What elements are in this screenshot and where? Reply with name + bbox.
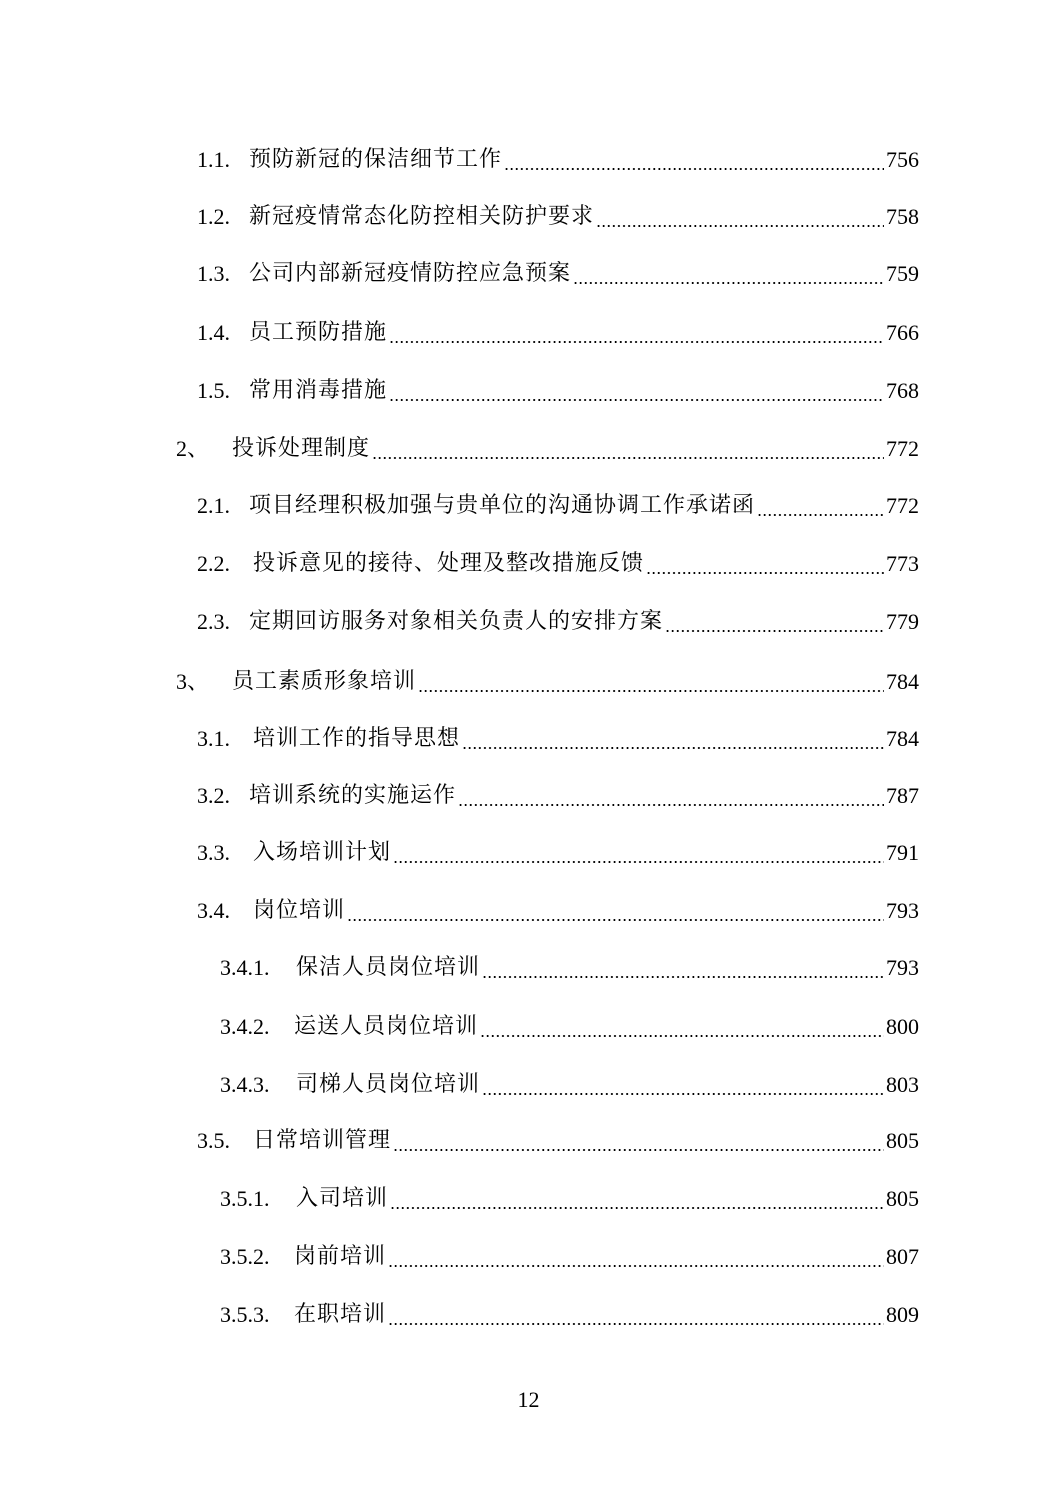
toc-entry-page: 807 <box>886 1244 919 1269</box>
toc-entry-2-3[interactable] <box>197 602 919 642</box>
toc-entry-page: 773 <box>886 551 919 576</box>
toc-entry-title: 在职培训 <box>294 1302 387 1327</box>
toc-entry-2-1[interactable] <box>197 486 919 526</box>
toc-entry-number: 3.5.1. <box>220 1186 270 1211</box>
toc-entry-1-4[interactable] <box>197 313 919 353</box>
toc-entry-page: 793 <box>886 955 919 980</box>
toc-dot-leader <box>372 429 884 469</box>
toc-dot-leader <box>388 1237 884 1277</box>
toc-entry-title: 入司培训 <box>296 1186 389 1211</box>
toc-dot-leader <box>347 891 884 931</box>
toc-dot-leader <box>390 1179 884 1219</box>
toc-entry-title: 定期回访服务对象相关负责人的安排方案 <box>249 609 664 634</box>
toc-entry-page: 779 <box>886 609 919 634</box>
toc-dot-leader <box>596 197 884 237</box>
toc-entry-3-4[interactable] <box>197 891 919 931</box>
toc-entry-title: 公司内部新冠疫情防控应急预案 <box>249 261 572 286</box>
toc-entry-3-4-1[interactable] <box>220 948 919 988</box>
toc-entry-page: 756 <box>886 147 919 172</box>
toc-entry-title: 新冠疫情常态化防控相关防护要求 <box>249 204 595 229</box>
toc-entry-title: 入场培训计划 <box>253 840 392 865</box>
toc-entry-1-1[interactable] <box>197 140 919 180</box>
toc-dot-leader <box>418 662 884 702</box>
toc-entry-3-4-2[interactable] <box>220 1007 919 1047</box>
toc-entry-title: 司梯人员岗位培训 <box>296 1072 481 1097</box>
toc-entry-title: 投诉意见的接待、处理及整改措施反馈 <box>253 551 645 576</box>
toc-entry-title: 预防新冠的保洁细节工作 <box>249 147 503 172</box>
toc-entry-page: 805 <box>886 1128 919 1153</box>
toc-dot-leader <box>482 948 884 988</box>
toc-entry-3-4-3[interactable] <box>220 1065 919 1105</box>
toc-entry-1-2[interactable] <box>197 197 919 237</box>
toc-entry-3[interactable] <box>176 662 919 702</box>
toc-entry-number: 3.4.1. <box>220 955 270 980</box>
toc-dot-leader <box>482 1065 884 1105</box>
toc-entry-title: 保洁人员岗位培训 <box>296 955 481 980</box>
toc-dot-leader <box>573 254 884 294</box>
toc-entry-page: 805 <box>886 1186 919 1211</box>
toc-entry-2[interactable] <box>176 429 919 469</box>
toc-entry-number: 3.4. <box>197 898 230 923</box>
toc-dot-leader <box>389 371 884 411</box>
toc-entry-number: 3.4.2. <box>220 1014 270 1039</box>
toc-entry-number: 3.5. <box>197 1128 230 1153</box>
toc-entry-3-5-3[interactable] <box>220 1295 919 1335</box>
toc-entry-page: 772 <box>886 493 919 518</box>
toc-entry-number: 3.4.3. <box>220 1072 270 1097</box>
toc-entry-1-3[interactable] <box>197 254 919 294</box>
toc-entry-2-2[interactable] <box>197 544 919 584</box>
toc-entry-3-3[interactable] <box>197 833 919 873</box>
toc-entry-title: 培训工作的指导思想 <box>253 726 461 751</box>
toc-entry-title: 岗位培训 <box>253 898 346 923</box>
toc-dot-leader <box>393 1121 884 1161</box>
toc-entry-1-5[interactable] <box>197 371 919 411</box>
toc-entry-number: 2.3. <box>197 609 230 634</box>
toc-entry-page: 768 <box>886 378 919 403</box>
toc-entry-number: 3.5.2. <box>220 1244 270 1269</box>
toc-entry-number: 2、 <box>176 436 210 461</box>
toc-entry-number: 1.1. <box>197 147 230 172</box>
toc-entry-number: 3、 <box>176 669 210 694</box>
toc-entry-number: 1.4. <box>197 320 230 345</box>
toc-entry-number: 1.2. <box>197 204 230 229</box>
toc-dot-leader <box>458 776 884 816</box>
toc-entry-title: 员工预防措施 <box>249 320 388 345</box>
toc-dot-leader <box>388 1295 884 1335</box>
toc-entry-title: 员工素质形象培训 <box>232 669 417 694</box>
toc-dot-leader <box>665 602 884 642</box>
toc-entry-page: 758 <box>886 204 919 229</box>
toc-entry-3-2[interactable] <box>197 776 919 816</box>
toc-entry-number: 2.1. <box>197 493 230 518</box>
toc-entry-page: 759 <box>886 261 919 286</box>
toc-entry-number: 3.1. <box>197 726 230 751</box>
toc-entry-title: 培训系统的实施运作 <box>249 783 457 808</box>
toc-entry-page: 793 <box>886 898 919 923</box>
toc-entry-page: 809 <box>886 1302 919 1327</box>
toc-entry-number: 1.5. <box>197 378 230 403</box>
toc-entry-page: 803 <box>886 1072 919 1097</box>
toc-entry-number: 3.3. <box>197 840 230 865</box>
toc-entry-3-5-1[interactable] <box>220 1179 919 1219</box>
toc-dot-leader <box>389 313 884 353</box>
toc-entry-3-1[interactable] <box>197 719 919 759</box>
toc-entry-3-5-2[interactable] <box>220 1237 919 1277</box>
toc-entry-page: 791 <box>886 840 919 865</box>
toc-entry-page: 784 <box>886 669 919 694</box>
toc-entry-title: 投诉处理制度 <box>232 436 371 461</box>
toc-dot-leader <box>504 140 884 180</box>
toc-entry-number: 3.5.3. <box>220 1302 270 1327</box>
toc-dot-leader <box>462 719 884 759</box>
toc-dot-leader <box>757 486 884 526</box>
toc-entry-title: 日常培训管理 <box>253 1128 392 1153</box>
toc-entry-title: 运送人员岗位培训 <box>294 1014 479 1039</box>
toc-entry-number: 3.2. <box>197 783 230 808</box>
toc-entry-number: 1.3. <box>197 261 230 286</box>
toc-entry-page: 772 <box>886 436 919 461</box>
toc-entry-page: 787 <box>886 783 919 808</box>
toc-dot-leader <box>646 544 884 584</box>
toc-entry-page: 784 <box>886 726 919 751</box>
toc-entry-page: 800 <box>886 1014 919 1039</box>
toc-dot-leader <box>480 1007 884 1047</box>
toc-entry-title: 项目经理积极加强与贵单位的沟通协调工作承诺函 <box>249 493 756 518</box>
toc-entry-3-5[interactable] <box>197 1121 919 1161</box>
toc-entry-title: 常用消毒措施 <box>249 378 388 403</box>
page-number: 12 <box>517 1387 540 1412</box>
toc-dot-leader <box>393 833 884 873</box>
toc-entry-number: 2.2. <box>197 551 230 576</box>
toc-entry-page: 766 <box>886 320 919 345</box>
toc-entry-title: 岗前培训 <box>294 1244 387 1269</box>
